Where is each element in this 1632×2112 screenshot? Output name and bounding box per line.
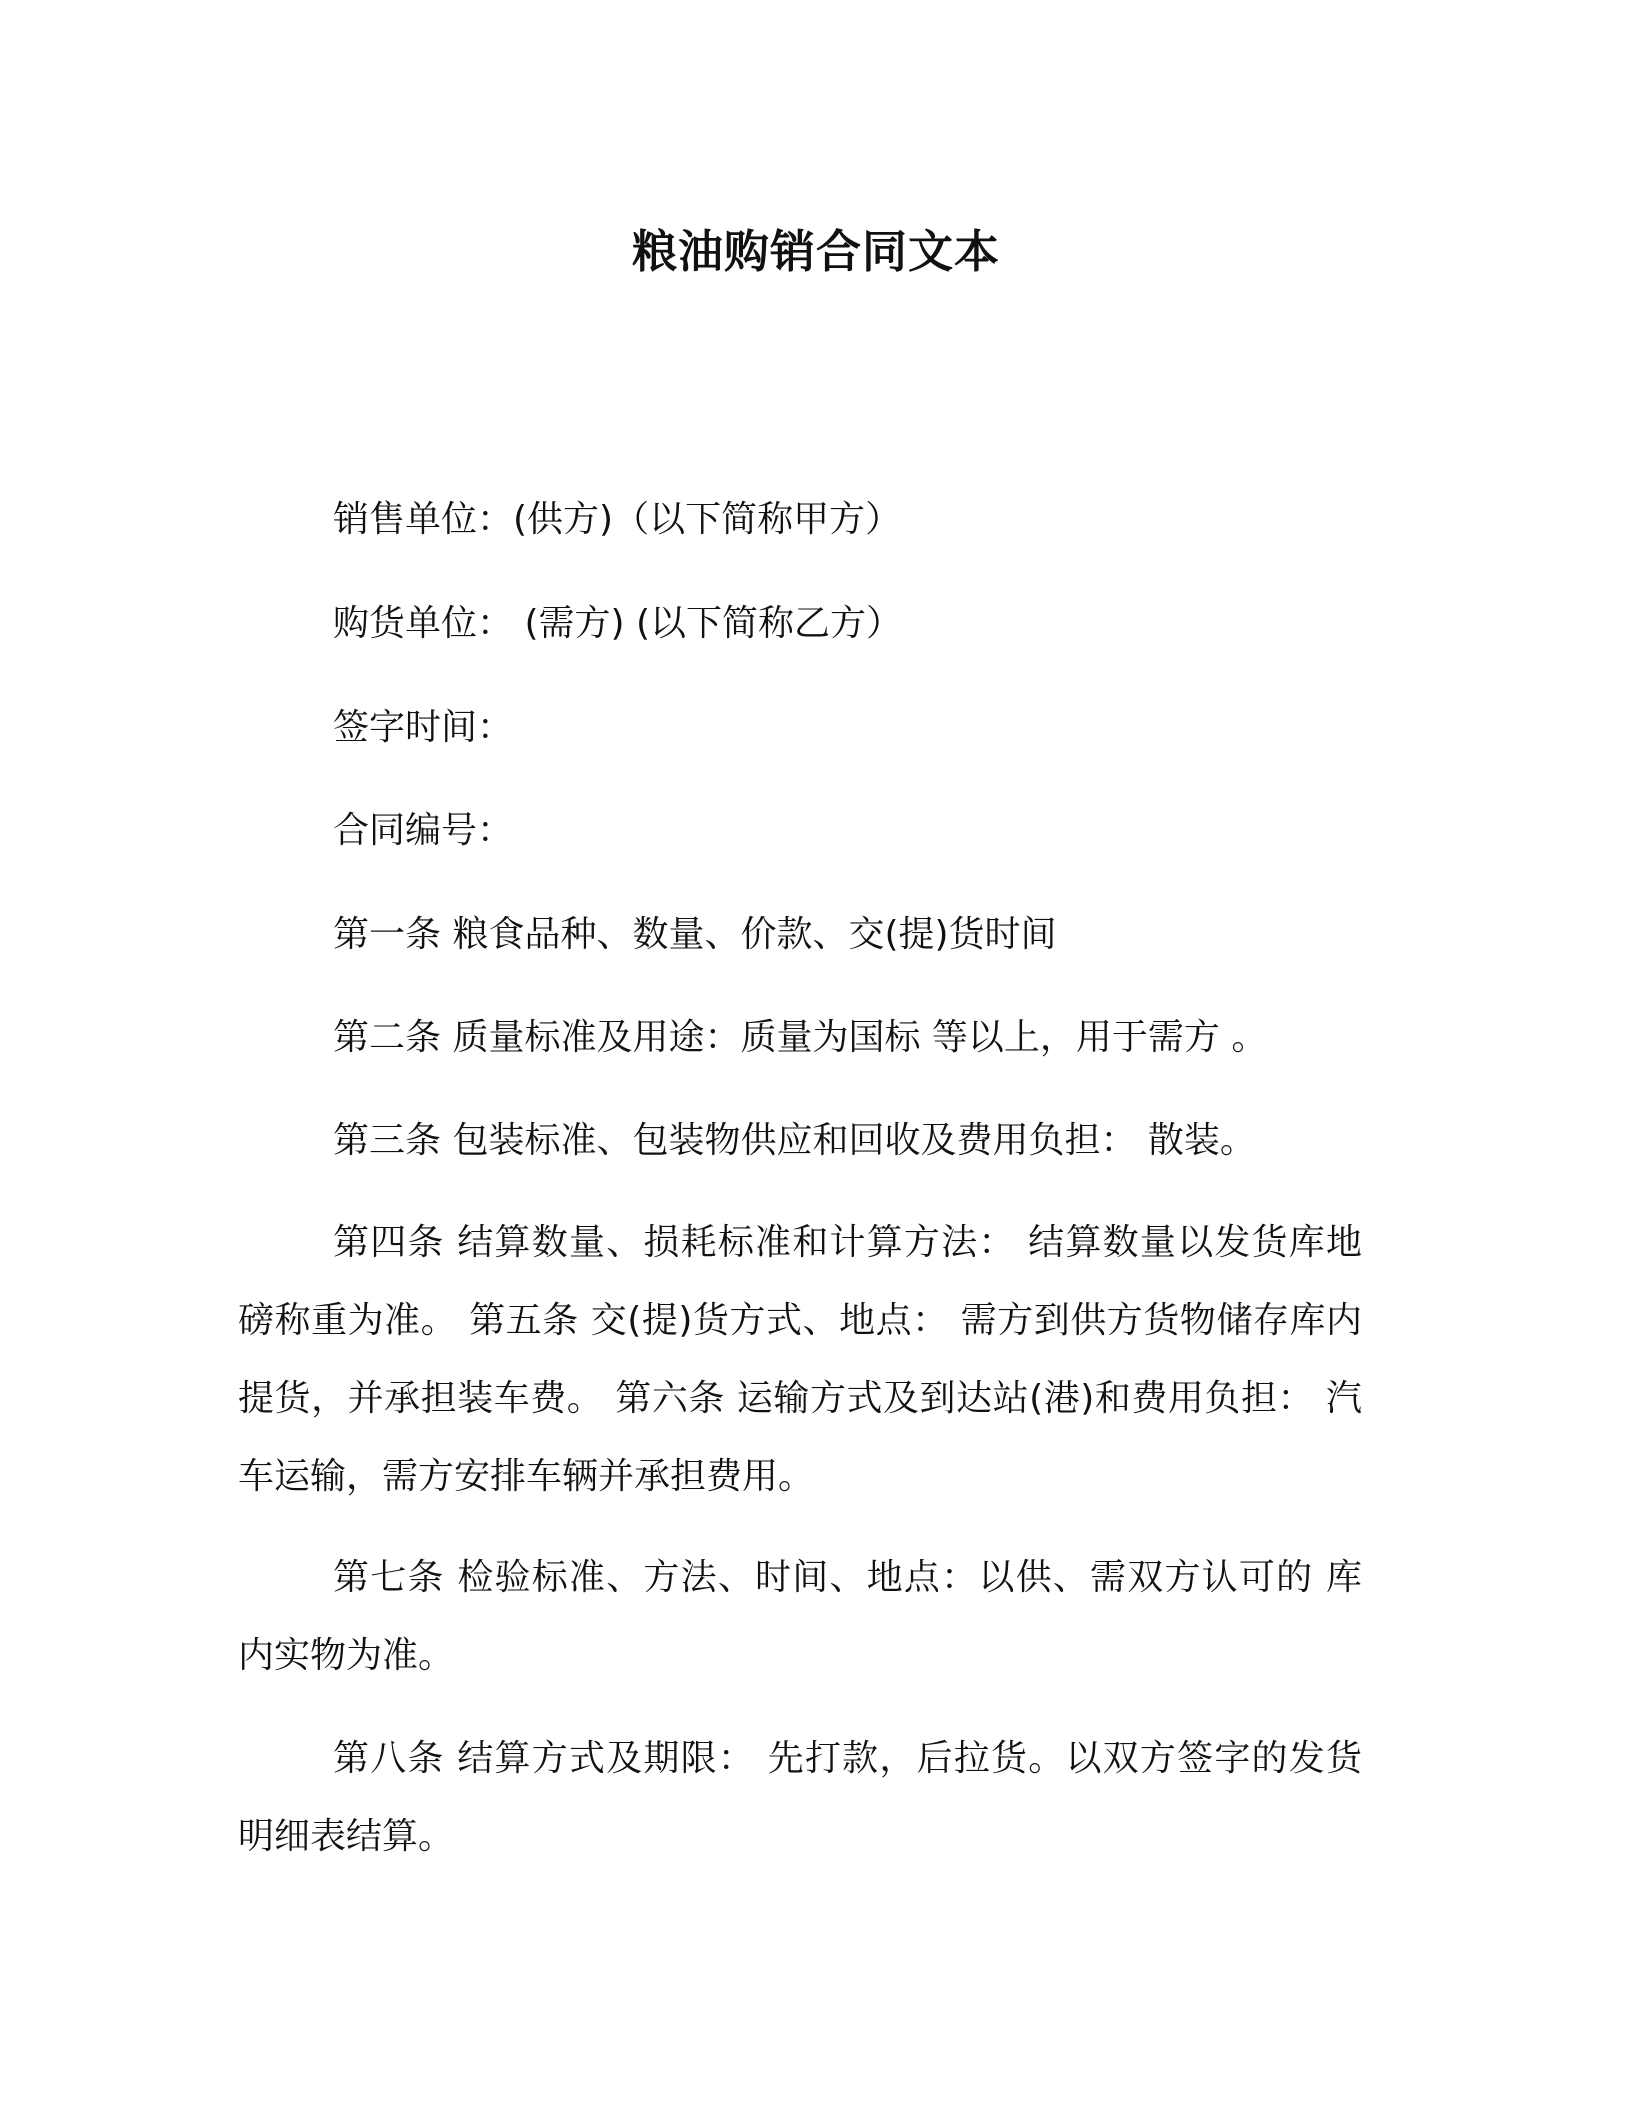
clause-4-6-paragraph: 第四条 结算数量、损耗标准和计算方法： 结算数量以发货库地磅称重为准。 第五条 交(提)货方式、地点： 需方到供方货物储存库内提货，并承担装车费。 第六条 运输方式及到达站(港)和费用负担： 汽车运输，需方安排车辆并承担费用。 — [238, 1222, 1362, 1497]
clause-8-paragraph: 第八条 结算方式及期限： 先打款，后拉货。以双方签字的发货明细表结算。 — [238, 1738, 1362, 1857]
document-title: 粮油购销合同文本 — [631, 225, 1000, 278]
signing-time-line: 签字时间： — [333, 707, 514, 748]
clause-7-paragraph: 第七条 检验标准、方法、时间、地点：以供、需双方认可的 库内实物为准。 — [238, 1557, 1362, 1676]
buyer-line: 购货单位： (需方) (以下简称乙方） — [333, 603, 903, 644]
clause-3: 第三条 包装标准、包装物供应和回收及费用负担： 散装。 — [333, 1120, 1256, 1161]
clause-2: 第二条 质量标准及用途：质量为国标 等以上，用于需方 。 — [333, 1017, 1268, 1058]
contract-number-line: 合同编号： — [333, 810, 514, 851]
clause-1: 第一条 粮食品种、数量、价款、交(提)货时间 — [333, 914, 1057, 955]
seller-line: 销售单位：(供方)（以下简称甲方） — [333, 499, 902, 540]
